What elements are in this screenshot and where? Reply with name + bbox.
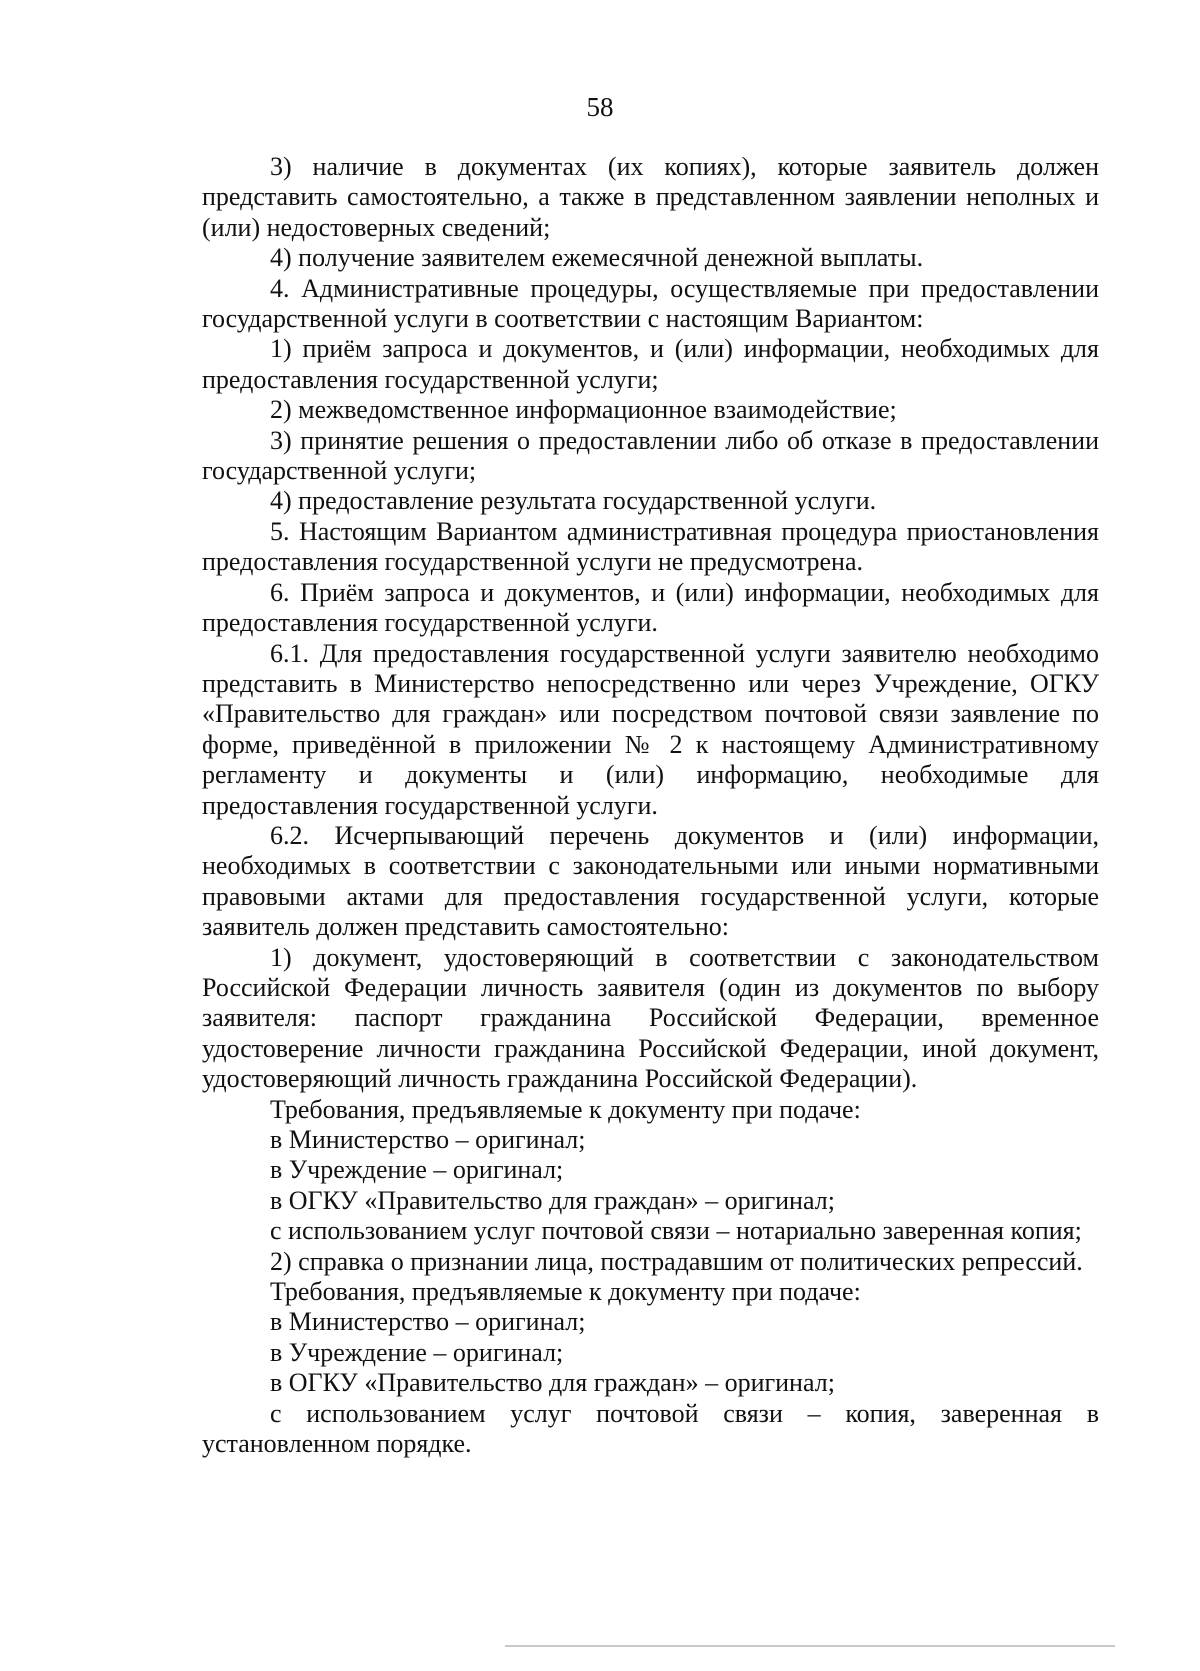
- paragraph: 2) справка о признании лица, пострадавшим от политических репрессий.: [270, 1246, 1083, 1276]
- paragraph: в Министерство – оригинал;: [270, 1307, 586, 1337]
- page-number: 58: [586, 92, 614, 122]
- paragraph: в Учреждение – оригинал;: [270, 1155, 564, 1185]
- paragraph: в ОГКУ «Правительство для граждан» – оригинал;: [270, 1185, 835, 1215]
- paragraph: 5. Настоящим Вариантом административная процедура приостановления предоставления государственной услуги не предусмотрена.: [202, 516, 1099, 577]
- paragraph: Требования, предъявляемые к документу при подаче:: [270, 1094, 861, 1124]
- paragraph: 6. Приём запроса и документов, и (или) информации, необходимых для предоставления государственной услуги.: [202, 577, 1099, 638]
- paragraph: 1) приём запроса и документов, и (или) информации, необходимых для предоставления государственной услуги;: [202, 334, 1099, 394]
- paragraph: 2) межведомственное информационное взаимодействие;: [270, 395, 897, 425]
- paragraph: 4. Административные процедуры, осуществляемые при предоставлении государственной услуги в соответствии с настоящим Вариантом:: [202, 273, 1099, 334]
- paragraph: 4) предоставление результата государственной услуги.: [270, 486, 877, 516]
- paragraph: 6.2. Исчерпывающий перечень документов и (или) информации, необходимых в соответствии с законодательными или иными нормативными правовыми актами для предоставления государственной услуги, которые заявитель должен представить самостоятельно:: [202, 820, 1099, 942]
- paragraph: с использованием услуг почтовой связи – нотариально заверенная копия;: [270, 1216, 1082, 1246]
- paragraph: 3) принятие решения о предоставлении либо об отказе в предоставлении государственной услуги;: [202, 425, 1099, 486]
- paragraph: в Учреждение – оригинал;: [270, 1337, 564, 1367]
- paragraph: 6.1. Для предоставления государственной услуги заявителю необходимо представить в Министерство непосредственно или через Учреждение, ОГКУ «Правительство для граждан» или посредством почтовой связи заявление по форме, приведённой в приложении № 2 к настоящему Административному регламенту и документы и (или) информацию, необходимые для предоставления государственной услуги.: [202, 638, 1099, 820]
- paragraph: 3) наличие в документах (их копиях), которые заявитель должен представить самостоятельно, а также в представленном заявлении неполных и (или) недостоверных сведений;: [202, 152, 1099, 242]
- paragraph: Требования, предъявляемые к документу при подаче:: [270, 1277, 861, 1307]
- document-body: [202, 152, 1099, 1459]
- paragraph: 1) документ, удостоверяющий в соответствии с законодательством Российской Федерации личность заявителя (один из документов по выбору заявителя: паспорт гражданина Российской Федерации, временное удостоверение личности гражданина Российской Федерации, иной документ, удостоверяющий личность гражданина Российской Федерации).: [202, 942, 1099, 1094]
- paragraph: 4) получение заявителем ежемесячной денежной выплаты.: [270, 243, 924, 273]
- paragraph: с использованием услуг почтовой связи – копия, заверенная в установленном порядке.: [202, 1398, 1099, 1459]
- scan-edge-line: [505, 1645, 1115, 1647]
- paragraph: в ОГКУ «Правительство для граждан» – оригинал;: [270, 1368, 835, 1398]
- paragraph: в Министерство – оригинал;: [270, 1125, 586, 1154]
